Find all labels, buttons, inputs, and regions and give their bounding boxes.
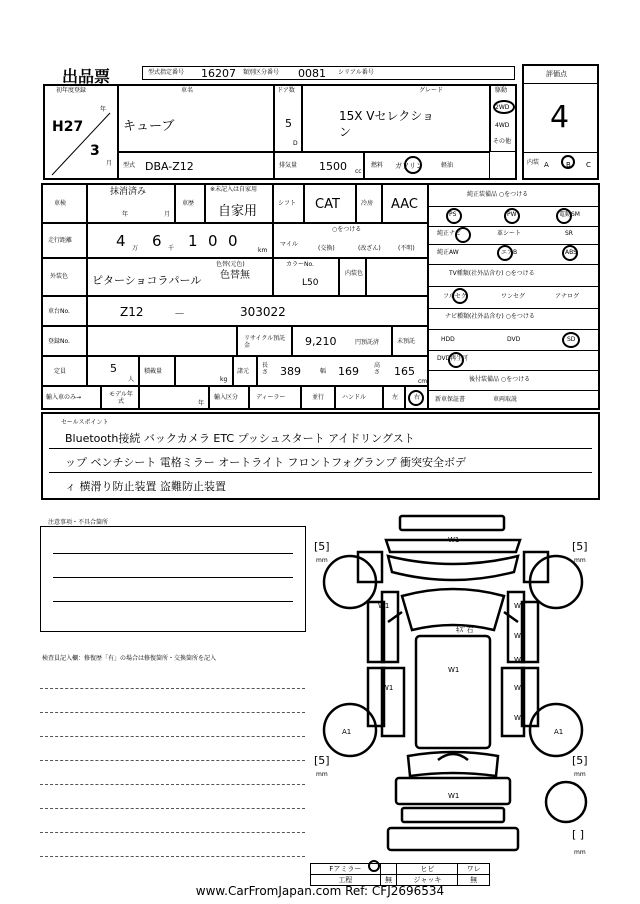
tire-rl-unit: mm bbox=[316, 771, 328, 778]
model-year-label-cell bbox=[101, 386, 139, 410]
car-name: キューブ bbox=[123, 119, 175, 134]
year-suffix: 年 bbox=[100, 106, 107, 113]
color-code-cell bbox=[273, 258, 339, 296]
equip-navi: 純正ナビ bbox=[437, 230, 462, 237]
inspect-label: 車検 bbox=[54, 200, 67, 207]
interior-b-circle bbox=[561, 155, 575, 169]
recycle-label-cell bbox=[237, 326, 292, 356]
after-warranty: 新車保証書 bbox=[435, 396, 466, 403]
meter-replaced: (交換) bbox=[318, 245, 335, 252]
tire-rl-value: 5 bbox=[318, 754, 326, 767]
tire-fl-value: 5 bbox=[318, 540, 326, 553]
tire-spare-unit: mm bbox=[574, 849, 586, 856]
height-value: 165 bbox=[394, 365, 415, 378]
mileage-digits-cell bbox=[87, 223, 273, 258]
color-code-value: L50 bbox=[302, 278, 319, 288]
handle-label: ハンドル bbox=[342, 394, 367, 401]
tire-fr-value: 5 bbox=[576, 540, 584, 553]
chassis-label: 車台No. bbox=[48, 308, 70, 315]
mark-a1-left: A1 bbox=[342, 728, 352, 736]
recycle-value-cell bbox=[292, 326, 392, 356]
equip-sm: 電動SM bbox=[559, 211, 580, 218]
mileage-digit-5: 0 bbox=[228, 232, 238, 250]
sales-points-box bbox=[41, 412, 600, 500]
sm-circle bbox=[556, 208, 572, 224]
tool-label: 工程 bbox=[311, 875, 381, 886]
cc-unit: cc bbox=[355, 168, 362, 175]
import-label-cell bbox=[41, 386, 101, 410]
sd-circle bbox=[562, 332, 580, 348]
jack-label: ジャッキ bbox=[397, 875, 458, 886]
dims-unit: cm bbox=[418, 378, 428, 385]
break-label: ワレ bbox=[458, 864, 490, 875]
ps-circle bbox=[446, 208, 462, 224]
model-value: DBA-Z12 bbox=[145, 160, 194, 173]
right-handle: 右 bbox=[414, 394, 421, 401]
interior-label: 内装 bbox=[527, 159, 540, 166]
class-no-value: 0081 bbox=[298, 67, 326, 80]
sales-line-1: Bluetooth接続 バックカメラ ETC プッシュスタート アイドリングスト bbox=[65, 432, 415, 445]
parallel-cell bbox=[301, 386, 335, 410]
doors-label: ドア数 bbox=[277, 87, 295, 94]
dealer-label: ディーラー bbox=[256, 394, 286, 401]
chassis-prefix: Z12 bbox=[120, 305, 144, 319]
notes-box bbox=[40, 526, 306, 632]
first-reg-cell bbox=[43, 84, 118, 180]
mileage-label: 走行距離 bbox=[48, 237, 73, 244]
shift-label-cell bbox=[273, 183, 304, 223]
mark-w1-right3: W1 bbox=[514, 656, 526, 664]
inspector-note: 検査員記入欄：修復歴「有」の場合は修復箇所・交換箇所を記入 bbox=[42, 655, 217, 662]
mark-w1-right2: W1 bbox=[514, 632, 526, 640]
model-cert-label: 型式指定番号 bbox=[148, 69, 185, 76]
tv-fullseg: フルセグ bbox=[443, 293, 467, 300]
tire-fr: [5] bbox=[572, 540, 588, 553]
shift-value: CAT bbox=[315, 197, 340, 212]
inspect-year: 年 bbox=[122, 211, 129, 218]
grade-label: グレード bbox=[419, 87, 444, 94]
meter-unknown: (不明) bbox=[398, 245, 415, 252]
diesel-label: 軽油 bbox=[441, 162, 454, 169]
watermark: www.CarFromJapan.com Ref: CFJ2696534 bbox=[195, 884, 445, 898]
car-name-label: 車名 bbox=[181, 87, 194, 94]
car-name-cell bbox=[118, 84, 274, 152]
drive-other: その他 bbox=[493, 138, 512, 145]
drive-4wd: 4WD bbox=[495, 122, 510, 129]
nav-sd: SD bbox=[567, 336, 576, 343]
length-label: 長さ bbox=[262, 362, 269, 376]
mirror-label: Fアミラー bbox=[311, 864, 381, 875]
history-label: 車歴 bbox=[182, 200, 195, 207]
shift-value-cell bbox=[304, 183, 356, 223]
dvd-playback: DVD再生可 bbox=[437, 355, 469, 362]
height-label: 高さ bbox=[374, 362, 381, 376]
mark-w1-roof: W1 bbox=[448, 666, 460, 674]
cap-value: 5 bbox=[110, 362, 117, 375]
right-handle-circle bbox=[408, 390, 424, 406]
drive-cell bbox=[490, 84, 517, 152]
crack-label: ヒビ bbox=[397, 864, 458, 875]
color-change-value: 色替無 bbox=[220, 270, 250, 281]
fuel-cell bbox=[364, 152, 490, 180]
regno-value-cell bbox=[87, 326, 237, 356]
import-label: 輸入車のみ→ bbox=[46, 394, 82, 401]
after-manual: 車両取説 bbox=[493, 396, 518, 403]
recycle-label: リサイクル預託金 bbox=[244, 335, 286, 350]
cap-unit: 人 bbox=[128, 376, 135, 383]
grade-cell bbox=[302, 84, 490, 152]
chassis-number: 303022 bbox=[240, 305, 286, 319]
score-value: 4 bbox=[550, 100, 570, 135]
import-class-label: 輸入区分 bbox=[214, 394, 239, 401]
equip-aw: 純正AW bbox=[437, 249, 459, 256]
serial-label: シリアル番号 bbox=[338, 69, 374, 76]
tv-oneseg: ワンセグ bbox=[501, 293, 526, 300]
after-title: 後付装備品 ○をつける bbox=[469, 376, 531, 383]
fullseg-circle bbox=[452, 288, 468, 304]
model-cert-value: 16207 bbox=[201, 67, 236, 80]
ac-value-cell bbox=[382, 183, 428, 223]
tire-fl: [5] bbox=[314, 540, 330, 553]
length-value: 389 bbox=[280, 365, 301, 378]
tire-spare: [ ] bbox=[572, 828, 585, 841]
tire-rr-unit: mm bbox=[574, 771, 586, 778]
color-label: 外装色 bbox=[50, 273, 69, 280]
mark-w1-rear-right: W1 bbox=[514, 684, 526, 692]
interior-color-value bbox=[366, 258, 428, 296]
history-note: ※未記入は自家用 bbox=[210, 186, 258, 193]
parts-table bbox=[310, 863, 490, 886]
equip-abs: ABS bbox=[565, 249, 577, 256]
first-reg-year: H27 bbox=[52, 119, 84, 135]
color-value-cell bbox=[87, 258, 273, 296]
chassis-label-cell bbox=[41, 296, 87, 326]
load-label: 積載量 bbox=[144, 368, 163, 375]
color-label-cell bbox=[41, 258, 87, 296]
import-class-cell bbox=[209, 386, 249, 410]
car-damage-diagram bbox=[318, 512, 588, 862]
nav-hdd: HDD bbox=[441, 336, 455, 343]
load-value-cell bbox=[175, 356, 233, 386]
sheet-title: 出品票 bbox=[62, 67, 111, 86]
jack-value: 無 bbox=[458, 875, 490, 886]
inspect-label-cell bbox=[41, 183, 87, 223]
dealer-cell bbox=[249, 386, 301, 410]
model-cell bbox=[118, 152, 274, 180]
spec-label-cell bbox=[233, 356, 257, 386]
grade-line2: ン bbox=[339, 125, 352, 139]
doors-cell bbox=[274, 84, 302, 152]
cc-value: 1500 bbox=[319, 160, 347, 173]
displacement-cell bbox=[274, 152, 364, 180]
drive-2wd-circle bbox=[493, 100, 515, 114]
interior-a: A bbox=[544, 161, 549, 169]
mileage-man: 万 bbox=[132, 245, 139, 252]
width-label: 幅 bbox=[320, 368, 327, 375]
ac-label: 冷房 bbox=[361, 200, 374, 207]
mileage-sen: 千 bbox=[168, 245, 175, 252]
first-reg-month: 3 bbox=[90, 143, 100, 159]
equip-leather: 革シート bbox=[497, 230, 522, 237]
recycle-value: 9,210 bbox=[305, 335, 337, 348]
mileage-digit-4: 0 bbox=[208, 232, 218, 250]
class-no-label: 類別区分番号 bbox=[243, 69, 280, 76]
navi-circle bbox=[455, 227, 471, 243]
shift-label: シフト bbox=[278, 200, 297, 207]
doors-suffix: D bbox=[293, 140, 298, 147]
mark-w1-rear-left: W1 bbox=[382, 684, 394, 692]
mark-bi-right: ｷｽﾞ右 bbox=[456, 626, 474, 634]
cap-label: 定員 bbox=[54, 368, 67, 375]
sales-title: セールスポイント bbox=[61, 419, 109, 426]
mileage-km: km bbox=[258, 247, 268, 254]
color-name: ピターショコラパール bbox=[92, 274, 202, 287]
tire-fl-unit: mm bbox=[316, 557, 328, 564]
month-suffix: 月 bbox=[106, 160, 113, 167]
chassis-separator: － bbox=[174, 307, 185, 320]
history-value-cell bbox=[205, 183, 273, 223]
slash-line bbox=[44, 85, 119, 181]
fuel-label: 燃料 bbox=[371, 162, 384, 169]
equip-pw: PW bbox=[507, 211, 517, 218]
undeposited-label: 未預託 bbox=[397, 338, 416, 345]
regno-label: 登録No. bbox=[48, 338, 70, 345]
spec-label: 諸元 bbox=[237, 368, 250, 375]
equip-ps: PS bbox=[449, 211, 457, 218]
nav-dvd: DVD bbox=[507, 336, 521, 343]
tv-title: TV種類(社外品含む) ○をつける bbox=[449, 270, 535, 277]
interior-b: B bbox=[566, 161, 571, 169]
model-label: 型式 bbox=[123, 162, 136, 169]
drive-label: 駆動 bbox=[495, 87, 508, 94]
doors-value: 5 bbox=[285, 117, 292, 130]
inspect-value: 抹消済み bbox=[110, 187, 147, 197]
fuel-value: ガソリン bbox=[395, 162, 423, 170]
interior-color-label: 内装色 bbox=[345, 270, 364, 277]
mark-w1-rear: W1 bbox=[448, 792, 460, 800]
cap-label-cell bbox=[41, 356, 87, 386]
inspect-value-cell bbox=[87, 183, 175, 223]
color-change-label: 色替(元色) bbox=[216, 261, 245, 268]
meter-note: ○をつける bbox=[332, 226, 362, 233]
tv-analog: アナログ bbox=[555, 293, 580, 300]
meter-cell bbox=[273, 223, 428, 258]
interior-c: C bbox=[586, 161, 591, 169]
equip-sr: SR bbox=[565, 230, 573, 237]
notes-title: 注意事項・不具合箇所 bbox=[48, 519, 109, 526]
sales-line-3: ィ 横滑り防止装置 盗難防止装置 bbox=[65, 480, 226, 493]
history-label-cell bbox=[175, 183, 205, 223]
mileage-digit-1: 4 bbox=[116, 232, 126, 250]
grade-line1: 15X Vセレクショ bbox=[339, 109, 435, 123]
inspect-month: 月 bbox=[164, 211, 171, 218]
mileage-label-cell bbox=[41, 223, 87, 258]
tire-rr: [5] bbox=[572, 754, 588, 767]
color-code-label: カラーNo. bbox=[286, 261, 314, 268]
equip-title: 純正装備品 ○をつける bbox=[467, 191, 529, 198]
left-cell bbox=[383, 386, 405, 410]
tire-rr-value: 5 bbox=[576, 754, 584, 767]
fuel-circle bbox=[404, 156, 422, 174]
handle-cell bbox=[335, 386, 383, 410]
title-meta-row bbox=[142, 66, 515, 80]
interior-color-cell bbox=[339, 258, 366, 296]
pw-circle bbox=[504, 208, 520, 224]
mark-w1-front: W1 bbox=[448, 536, 460, 544]
model-year-value-cell bbox=[139, 386, 209, 410]
cc-label: 排気量 bbox=[279, 162, 298, 169]
mark-w1-right: W1 bbox=[514, 602, 526, 610]
parallel-label: 並行 bbox=[312, 394, 325, 401]
sales-line-2: ップ ベンチシート 電格ミラー オートライト フロントフォグランプ 衝突安全ボデ bbox=[65, 456, 467, 469]
recycle-note: 円預託済 bbox=[355, 339, 380, 346]
abs-circle bbox=[562, 245, 578, 261]
mark-w1-rear-right2: W1 bbox=[514, 714, 526, 722]
left-handle: 左 bbox=[392, 394, 399, 401]
mark-w1-left: W1 bbox=[378, 602, 390, 610]
tool-value: 無 bbox=[380, 875, 397, 886]
model-year-label: モデル年式 bbox=[109, 391, 133, 406]
tire-rl: [5] bbox=[314, 754, 330, 767]
equip-airbag: エアB bbox=[501, 249, 518, 256]
model-year-suffix: 年 bbox=[198, 400, 205, 407]
cap-value-cell bbox=[87, 356, 139, 386]
mile-label: マイル bbox=[280, 241, 298, 248]
undeposited-cell bbox=[392, 326, 428, 356]
mirror-value bbox=[380, 864, 397, 875]
nav-title: ナビ種類(社外品含む) ○をつける bbox=[445, 313, 535, 320]
ac-value: AAC bbox=[391, 197, 418, 212]
chassis-value-cell bbox=[87, 296, 428, 326]
history-value: 自家用 bbox=[218, 204, 258, 219]
tire-fr-unit: mm bbox=[574, 557, 586, 564]
width-value: 169 bbox=[338, 365, 359, 378]
mark-a1-right: A1 bbox=[554, 728, 564, 736]
meter-tampered: (改ざん) bbox=[358, 245, 381, 252]
dvd-circle bbox=[448, 352, 464, 368]
airbag-circle bbox=[497, 245, 513, 261]
dims-value-cell bbox=[257, 356, 428, 386]
ac-label-cell bbox=[356, 183, 382, 223]
load-unit: kg bbox=[220, 376, 228, 383]
first-reg-label: 初年度登録 bbox=[56, 87, 87, 94]
load-label-cell bbox=[139, 356, 175, 386]
score-label: 評価点 bbox=[546, 70, 567, 78]
drive-2wd: 2WD bbox=[495, 104, 510, 111]
mirror-circle bbox=[368, 860, 380, 872]
mileage-digit-2: 6 bbox=[152, 232, 162, 250]
mileage-digit-3: 1 bbox=[188, 232, 198, 250]
regno-label-cell bbox=[41, 326, 87, 356]
